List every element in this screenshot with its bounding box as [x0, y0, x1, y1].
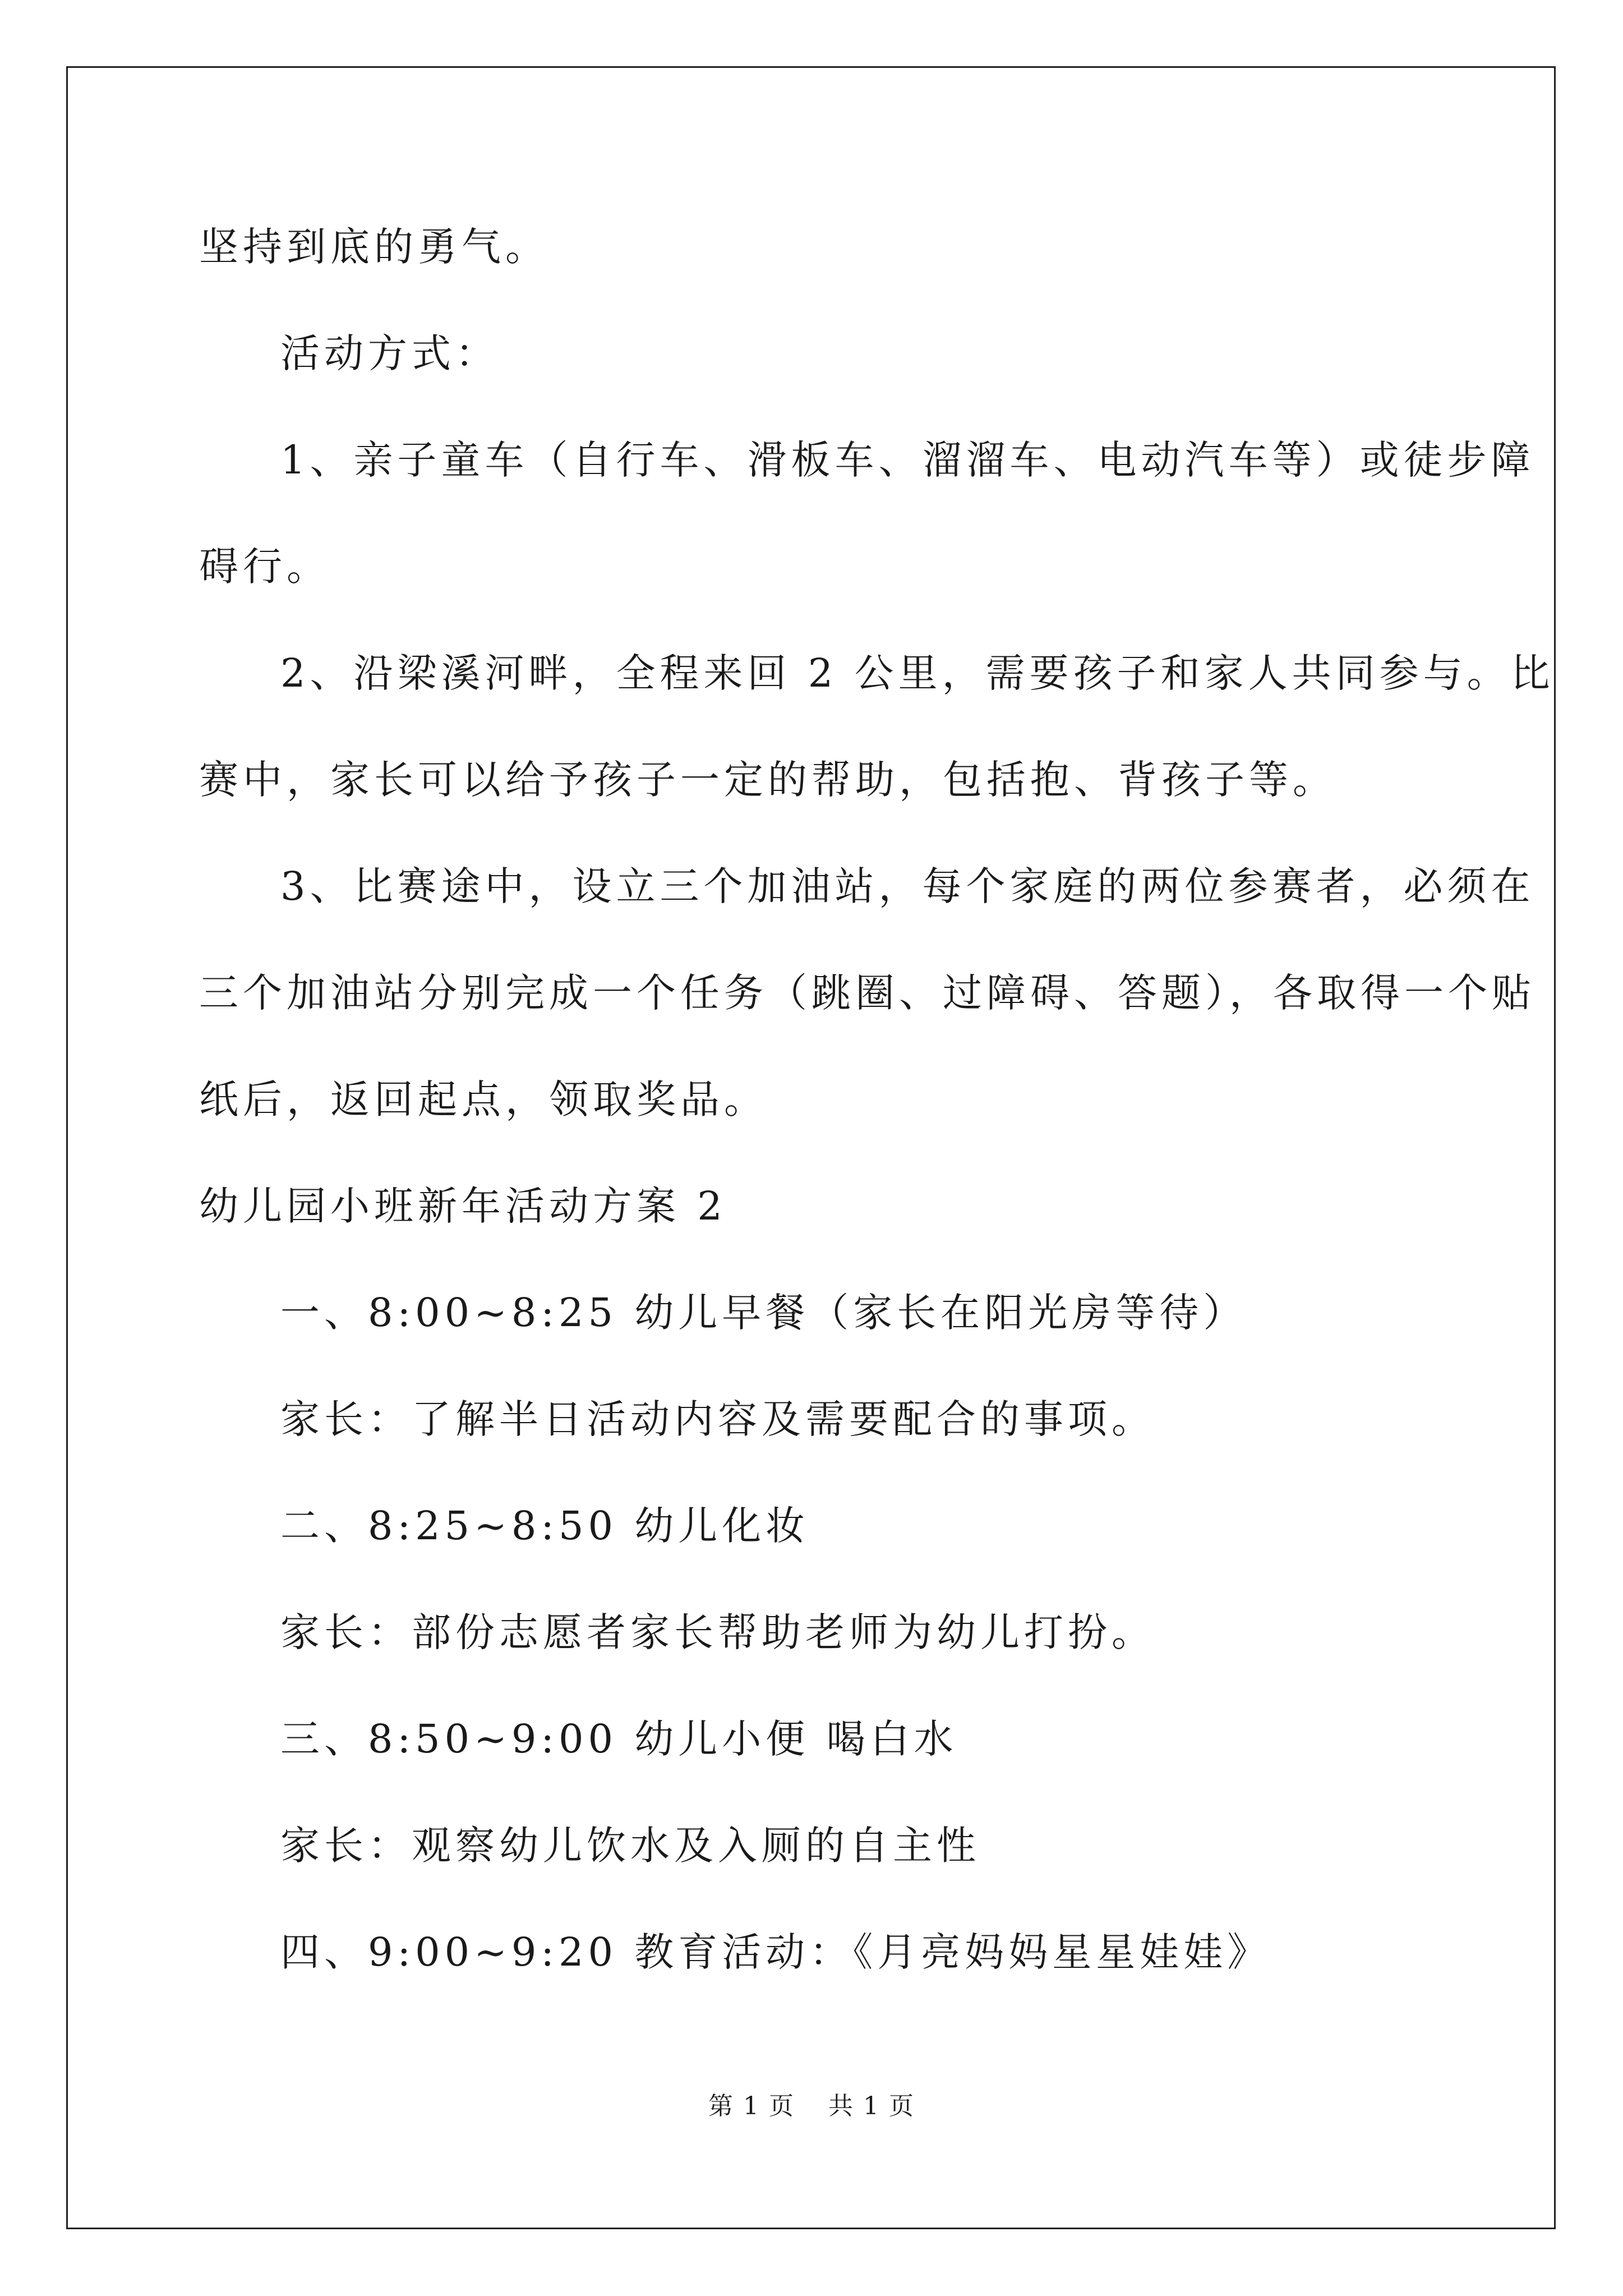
parent-note: 家长：了解半日活动内容及需要配合的事项。	[280, 1396, 1155, 1442]
parent-note: 家长：部份志愿者家长帮助老师为幼儿打扮。	[280, 1609, 1155, 1655]
page-border	[66, 66, 1556, 2229]
paragraph-line: 1、亲子童车（自行车、滑板车、溜溜车、电动汽车等）或徒步障	[280, 437, 1535, 483]
section-heading: 幼儿园小班新年活动方案 2	[199, 1183, 727, 1229]
schedule-item: 二、8:25~8:50 幼儿化妆	[280, 1503, 810, 1549]
schedule-item: 四、9:00~9:20 教育活动：《月亮妈妈星星娃娃》	[280, 1929, 1271, 1975]
page-footer	[0, 2090, 1623, 2123]
paragraph-line: 赛中，家长可以给予孩子一定的帮助，包括抱、背孩子等。	[199, 757, 1336, 803]
page-total: 共 1 页	[828, 2092, 915, 2120]
schedule-item: 一、8:00~8:25 幼儿早餐（家长在阳光房等待）	[280, 1290, 1247, 1336]
paragraph-line: 三个加油站分别完成一个任务（跳圈、过障碍、答题），各取得一个贴	[199, 970, 1536, 1016]
paragraph-line: 碍行。	[199, 544, 330, 590]
paragraph-line: 活动方式：	[280, 330, 499, 376]
paragraph-line: 3、比赛途中，设立三个加油站，每个家庭的两位参赛者，必须在	[280, 863, 1535, 909]
paragraph-line: 纸后，返回起点，领取奖品。	[199, 1076, 768, 1122]
page-number: 第 1 页	[708, 2092, 795, 2120]
schedule-item: 三、8:50~9:00 幼儿小便 喝白水	[280, 1716, 958, 1762]
paragraph-line: 2、沿梁溪河畔，全程来回 2 公里，需要孩子和家人共同参与。比	[280, 650, 1555, 696]
paragraph-line: 坚持到底的勇气。	[199, 224, 549, 270]
parent-note: 家长：观察幼儿饮水及入厕的自主性	[280, 1823, 980, 1869]
